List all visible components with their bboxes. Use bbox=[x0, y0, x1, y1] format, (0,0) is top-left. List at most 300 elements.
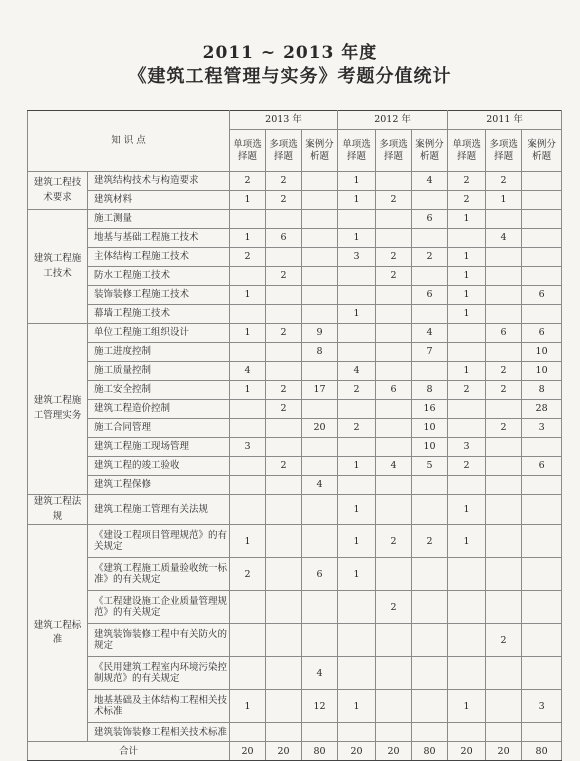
table-row bbox=[28, 438, 562, 457]
header-multi-choice: 多项选择题 bbox=[486, 130, 522, 172]
header-year-2012: 2012 年 bbox=[338, 111, 448, 130]
title-line2: 《建筑工程管理与实务》考题分值统计 bbox=[128, 66, 452, 87]
score-cell bbox=[302, 400, 338, 419]
score-cell bbox=[230, 267, 266, 286]
total-cell: 80 bbox=[522, 742, 562, 761]
score-cell: 2 bbox=[266, 191, 302, 210]
score-cell bbox=[448, 419, 486, 438]
score-cell: 1 bbox=[448, 525, 486, 558]
score-cell bbox=[522, 624, 562, 657]
score-cell: 2 bbox=[230, 248, 266, 267]
score-cell: 6 bbox=[486, 324, 522, 343]
score-cell bbox=[448, 591, 486, 624]
score-cell bbox=[302, 229, 338, 248]
score-cell bbox=[376, 558, 412, 591]
score-cell bbox=[302, 362, 338, 381]
score-cell: 2 bbox=[412, 525, 448, 558]
score-cell: 2 bbox=[338, 419, 376, 438]
score-cell bbox=[266, 210, 302, 229]
score-cell bbox=[230, 343, 266, 362]
score-cell bbox=[486, 400, 522, 419]
total-cell: 20 bbox=[338, 742, 376, 761]
score-cell: 2 bbox=[376, 267, 412, 286]
score-cell: 1 bbox=[338, 172, 376, 191]
score-cell: 1 bbox=[448, 210, 486, 229]
table-row bbox=[28, 657, 562, 690]
topic-cell: 防水工程施工技术 bbox=[88, 267, 230, 286]
topic-cell: 建筑装饰装修工程相关技术标准 bbox=[88, 723, 230, 742]
table-row bbox=[28, 690, 562, 723]
header-knowledge: 知 识 点 bbox=[28, 111, 230, 172]
score-cell bbox=[522, 525, 562, 558]
score-cell bbox=[376, 324, 412, 343]
score-cell: 1 bbox=[230, 191, 266, 210]
score-cell bbox=[230, 210, 266, 229]
score-cell bbox=[302, 305, 338, 324]
score-cell bbox=[486, 305, 522, 324]
score-cell bbox=[448, 229, 486, 248]
score-cell bbox=[412, 305, 448, 324]
score-cell bbox=[376, 476, 412, 495]
topic-cell: 《建筑工程施工质量验收统一标准》的有关规定 bbox=[88, 558, 230, 591]
total-cell: 20 bbox=[230, 742, 266, 761]
score-cell bbox=[522, 305, 562, 324]
score-cell: 4 bbox=[412, 172, 448, 191]
score-cell bbox=[266, 286, 302, 305]
score-cell bbox=[522, 191, 562, 210]
score-cell bbox=[486, 657, 522, 690]
score-cell bbox=[302, 591, 338, 624]
score-cell: 3 bbox=[230, 438, 266, 457]
score-cell bbox=[376, 343, 412, 362]
total-cell: 20 bbox=[486, 742, 522, 761]
score-cell bbox=[448, 324, 486, 343]
score-cell: 1 bbox=[448, 286, 486, 305]
table-row bbox=[28, 476, 562, 495]
score-cell bbox=[522, 558, 562, 591]
score-cell: 6 bbox=[376, 381, 412, 400]
topic-cell: 地基与基础工程施工技术 bbox=[88, 229, 230, 248]
score-cell bbox=[486, 248, 522, 267]
score-cell: 10 bbox=[522, 362, 562, 381]
score-cell: 16 bbox=[412, 400, 448, 419]
score-cell bbox=[266, 657, 302, 690]
score-cell bbox=[302, 723, 338, 742]
score-cell: 1 bbox=[486, 191, 522, 210]
score-cell bbox=[302, 172, 338, 191]
table-row bbox=[28, 343, 562, 362]
score-cell: 2 bbox=[338, 381, 376, 400]
score-cell bbox=[486, 438, 522, 457]
topic-cell: 单位工程施工组织设计 bbox=[88, 324, 230, 343]
score-cell: 2 bbox=[412, 248, 448, 267]
score-cell bbox=[448, 400, 486, 419]
score-cell bbox=[230, 400, 266, 419]
table-row bbox=[28, 191, 562, 210]
score-cell: 2 bbox=[266, 324, 302, 343]
score-cell bbox=[266, 495, 302, 525]
score-cell: 8 bbox=[522, 381, 562, 400]
score-cell bbox=[448, 558, 486, 591]
header-multi-choice: 多项选择题 bbox=[266, 130, 302, 172]
score-cell: 5 bbox=[412, 457, 448, 476]
score-cell bbox=[412, 591, 448, 624]
score-cell: 20 bbox=[302, 419, 338, 438]
table-row bbox=[28, 723, 562, 742]
score-cell bbox=[412, 690, 448, 723]
score-cell bbox=[230, 419, 266, 438]
score-cell: 1 bbox=[338, 191, 376, 210]
score-cell bbox=[302, 525, 338, 558]
table-row bbox=[28, 248, 562, 267]
score-cell: 1 bbox=[448, 362, 486, 381]
score-cell bbox=[522, 591, 562, 624]
score-cell bbox=[266, 305, 302, 324]
score-cell bbox=[230, 624, 266, 657]
score-cell: 1 bbox=[230, 381, 266, 400]
score-cell bbox=[376, 419, 412, 438]
score-cell bbox=[522, 210, 562, 229]
score-statistics-table bbox=[27, 110, 562, 761]
score-cell: 2 bbox=[486, 381, 522, 400]
topic-cell: 建筑工程造价控制 bbox=[88, 400, 230, 419]
score-cell bbox=[412, 362, 448, 381]
table-row bbox=[28, 286, 562, 305]
score-cell bbox=[302, 191, 338, 210]
table-body bbox=[28, 172, 562, 761]
total-cell: 80 bbox=[302, 742, 338, 761]
score-cell: 6 bbox=[522, 457, 562, 476]
category-cell: 建筑工程技术要求 bbox=[28, 172, 88, 210]
score-cell bbox=[266, 525, 302, 558]
score-cell bbox=[302, 495, 338, 525]
score-cell bbox=[376, 624, 412, 657]
score-cell: 2 bbox=[266, 267, 302, 286]
score-cell bbox=[522, 657, 562, 690]
score-cell bbox=[338, 400, 376, 419]
score-cell: 2 bbox=[230, 172, 266, 191]
score-cell: 2 bbox=[448, 381, 486, 400]
score-cell bbox=[338, 438, 376, 457]
score-cell bbox=[448, 723, 486, 742]
score-cell: 2 bbox=[266, 400, 302, 419]
score-cell bbox=[302, 248, 338, 267]
score-cell bbox=[302, 457, 338, 476]
table-row bbox=[28, 381, 562, 400]
table-row bbox=[28, 210, 562, 229]
score-cell bbox=[230, 476, 266, 495]
score-cell bbox=[302, 624, 338, 657]
score-cell bbox=[266, 624, 302, 657]
topic-cell: 《建设工程项目管理规范》的有关规定 bbox=[88, 525, 230, 558]
header-multi-choice: 多项选择题 bbox=[376, 130, 412, 172]
score-cell: 3 bbox=[522, 690, 562, 723]
category-cell: 建筑工程标准 bbox=[28, 525, 88, 742]
score-cell: 4 bbox=[302, 476, 338, 495]
score-cell: 1 bbox=[338, 525, 376, 558]
score-cell bbox=[266, 690, 302, 723]
score-cell bbox=[448, 657, 486, 690]
score-cell: 10 bbox=[412, 438, 448, 457]
header-year-2011: 2011 年 bbox=[448, 111, 562, 130]
score-cell: 2 bbox=[266, 457, 302, 476]
score-cell: 1 bbox=[448, 267, 486, 286]
score-cell: 1 bbox=[230, 324, 266, 343]
table-row bbox=[28, 419, 562, 438]
score-cell bbox=[338, 267, 376, 286]
score-cell: 4 bbox=[412, 324, 448, 343]
score-cell bbox=[230, 591, 266, 624]
score-cell bbox=[486, 343, 522, 362]
score-cell bbox=[230, 305, 266, 324]
score-cell bbox=[376, 400, 412, 419]
score-cell bbox=[412, 267, 448, 286]
score-cell bbox=[412, 624, 448, 657]
score-cell: 1 bbox=[230, 690, 266, 723]
score-cell: 8 bbox=[302, 343, 338, 362]
topic-cell: 建筑装饰装修工程中有关防火的规定 bbox=[88, 624, 230, 657]
score-cell: 4 bbox=[230, 362, 266, 381]
total-cell: 20 bbox=[266, 742, 302, 761]
score-cell: 2 bbox=[448, 172, 486, 191]
score-cell bbox=[522, 723, 562, 742]
table-row bbox=[28, 457, 562, 476]
score-cell bbox=[522, 172, 562, 191]
topic-cell: 建筑材料 bbox=[88, 191, 230, 210]
topic-cell: 主体结构工程施工技术 bbox=[88, 248, 230, 267]
topic-cell: 施工合同管理 bbox=[88, 419, 230, 438]
score-cell bbox=[338, 723, 376, 742]
score-cell: 6 bbox=[522, 286, 562, 305]
score-cell: 2 bbox=[230, 558, 266, 591]
score-cell bbox=[486, 476, 522, 495]
topic-cell: 施工安全控制 bbox=[88, 381, 230, 400]
score-cell: 2 bbox=[448, 457, 486, 476]
score-cell bbox=[486, 591, 522, 624]
score-cell bbox=[376, 495, 412, 525]
table-row bbox=[28, 324, 562, 343]
score-cell: 1 bbox=[338, 457, 376, 476]
score-cell: 6 bbox=[522, 324, 562, 343]
score-cell bbox=[338, 324, 376, 343]
total-cell: 20 bbox=[448, 742, 486, 761]
table-row bbox=[28, 558, 562, 591]
score-cell bbox=[376, 172, 412, 191]
score-cell bbox=[376, 362, 412, 381]
score-cell: 3 bbox=[338, 248, 376, 267]
score-cell: 4 bbox=[486, 229, 522, 248]
score-cell: 1 bbox=[338, 229, 376, 248]
score-cell: 1 bbox=[338, 558, 376, 591]
category-cell: 建筑工程法规 bbox=[28, 495, 88, 525]
score-cell bbox=[376, 286, 412, 305]
score-cell bbox=[376, 438, 412, 457]
score-cell: 6 bbox=[266, 229, 302, 248]
score-cell bbox=[522, 438, 562, 457]
header-single-choice: 单项选择题 bbox=[448, 130, 486, 172]
score-cell: 1 bbox=[338, 305, 376, 324]
score-cell: 2 bbox=[376, 525, 412, 558]
topic-cell: 施工质量控制 bbox=[88, 362, 230, 381]
score-cell: 2 bbox=[486, 362, 522, 381]
score-cell: 7 bbox=[412, 343, 448, 362]
score-cell bbox=[486, 723, 522, 742]
score-cell bbox=[266, 419, 302, 438]
score-cell bbox=[486, 267, 522, 286]
score-cell bbox=[266, 723, 302, 742]
score-cell bbox=[230, 495, 266, 525]
score-cell: 6 bbox=[412, 286, 448, 305]
table-row bbox=[28, 229, 562, 248]
score-cell bbox=[522, 248, 562, 267]
score-cell bbox=[266, 558, 302, 591]
score-cell: 1 bbox=[230, 229, 266, 248]
score-cell: 4 bbox=[302, 657, 338, 690]
score-cell bbox=[522, 229, 562, 248]
table-row bbox=[28, 172, 562, 191]
score-cell bbox=[302, 438, 338, 457]
score-cell: 4 bbox=[338, 362, 376, 381]
score-cell bbox=[412, 229, 448, 248]
score-cell: 6 bbox=[302, 558, 338, 591]
score-cell bbox=[486, 457, 522, 476]
score-cell bbox=[266, 591, 302, 624]
score-cell bbox=[486, 558, 522, 591]
table-row bbox=[28, 591, 562, 624]
score-cell: 2 bbox=[486, 419, 522, 438]
score-cell: 1 bbox=[338, 495, 376, 525]
score-cell bbox=[376, 723, 412, 742]
score-cell bbox=[230, 723, 266, 742]
score-cell: 3 bbox=[448, 438, 486, 457]
score-cell bbox=[338, 476, 376, 495]
score-cell: 1 bbox=[448, 690, 486, 723]
score-cell bbox=[338, 591, 376, 624]
category-cell: 建筑工程施工管理实务 bbox=[28, 324, 88, 495]
score-cell bbox=[266, 248, 302, 267]
score-cell bbox=[302, 267, 338, 286]
score-cell bbox=[230, 457, 266, 476]
score-cell bbox=[266, 438, 302, 457]
topic-cell: 建筑结构技术与构造要求 bbox=[88, 172, 230, 191]
score-cell bbox=[338, 343, 376, 362]
table-row bbox=[28, 267, 562, 286]
score-cell bbox=[522, 476, 562, 495]
score-cell: 1 bbox=[448, 248, 486, 267]
topic-cell: 地基基础及主体结构工程相关技术标准 bbox=[88, 690, 230, 723]
score-cell bbox=[486, 286, 522, 305]
score-cell: 10 bbox=[412, 419, 448, 438]
score-cell: 2 bbox=[448, 191, 486, 210]
score-cell: 2 bbox=[266, 381, 302, 400]
score-cell bbox=[338, 657, 376, 690]
table-row bbox=[28, 400, 562, 419]
table-row bbox=[28, 525, 562, 558]
score-cell bbox=[522, 495, 562, 525]
score-cell bbox=[486, 525, 522, 558]
score-cell bbox=[486, 690, 522, 723]
score-cell bbox=[266, 343, 302, 362]
header-case-analysis: 案例分析题 bbox=[522, 130, 562, 172]
topic-cell: 建筑工程施工管理有关法规 bbox=[88, 495, 230, 525]
score-cell bbox=[338, 286, 376, 305]
score-cell: 2 bbox=[376, 591, 412, 624]
header-single-choice: 单项选择题 bbox=[338, 130, 376, 172]
score-cell bbox=[412, 558, 448, 591]
score-cell bbox=[412, 657, 448, 690]
score-cell: 9 bbox=[302, 324, 338, 343]
score-cell: 2 bbox=[376, 191, 412, 210]
table-row bbox=[28, 495, 562, 525]
topic-cell: 建筑工程施工现场管理 bbox=[88, 438, 230, 457]
score-cell: 2 bbox=[376, 248, 412, 267]
score-cell: 1 bbox=[230, 286, 266, 305]
score-cell: 12 bbox=[302, 690, 338, 723]
score-cell bbox=[266, 362, 302, 381]
score-cell: 8 bbox=[412, 381, 448, 400]
topic-cell: 《工程建设施工企业质量管理规范》的有关规定 bbox=[88, 591, 230, 624]
score-cell bbox=[486, 210, 522, 229]
score-cell bbox=[266, 476, 302, 495]
total-cell: 20 bbox=[376, 742, 412, 761]
title-line1: 2011 ~ 2013 年度 bbox=[202, 43, 378, 63]
score-cell: 2 bbox=[486, 172, 522, 191]
score-cell bbox=[448, 343, 486, 362]
total-row bbox=[28, 742, 562, 761]
score-cell bbox=[522, 267, 562, 286]
score-cell bbox=[376, 229, 412, 248]
score-cell bbox=[376, 657, 412, 690]
score-cell: 28 bbox=[522, 400, 562, 419]
table-row bbox=[28, 362, 562, 381]
topic-cell: 《民用建筑工程室内环境污染控制规范》的有关规定 bbox=[88, 657, 230, 690]
topic-cell: 幕墙工程施工技术 bbox=[88, 305, 230, 324]
table-row bbox=[28, 624, 562, 657]
score-cell bbox=[448, 476, 486, 495]
score-cell: 1 bbox=[448, 305, 486, 324]
score-cell: 3 bbox=[522, 419, 562, 438]
score-cell: 2 bbox=[486, 624, 522, 657]
score-cell bbox=[302, 286, 338, 305]
topic-cell: 施工进度控制 bbox=[88, 343, 230, 362]
score-cell bbox=[412, 191, 448, 210]
score-cell bbox=[338, 210, 376, 229]
score-cell bbox=[412, 723, 448, 742]
score-cell: 2 bbox=[266, 172, 302, 191]
score-cell bbox=[302, 210, 338, 229]
score-cell bbox=[376, 210, 412, 229]
topic-cell: 装饰装修工程施工技术 bbox=[88, 286, 230, 305]
score-cell bbox=[486, 495, 522, 525]
score-cell: 6 bbox=[412, 210, 448, 229]
header-year-2013: 2013 年 bbox=[230, 111, 338, 130]
score-cell bbox=[338, 624, 376, 657]
category-cell: 建筑工程施工技术 bbox=[28, 210, 88, 324]
topic-cell: 施工测量 bbox=[88, 210, 230, 229]
header-single-choice: 单项选择题 bbox=[230, 130, 266, 172]
topic-cell: 建筑工程的竣工验收 bbox=[88, 457, 230, 476]
score-cell: 17 bbox=[302, 381, 338, 400]
header-case-analysis: 案例分析题 bbox=[412, 130, 448, 172]
score-cell: 1 bbox=[230, 525, 266, 558]
topic-cell: 建筑工程保修 bbox=[88, 476, 230, 495]
score-cell: 10 bbox=[522, 343, 562, 362]
score-cell bbox=[448, 624, 486, 657]
table-row bbox=[28, 305, 562, 324]
score-cell bbox=[412, 495, 448, 525]
score-cell bbox=[376, 305, 412, 324]
header-case-analysis: 案例分析题 bbox=[302, 130, 338, 172]
